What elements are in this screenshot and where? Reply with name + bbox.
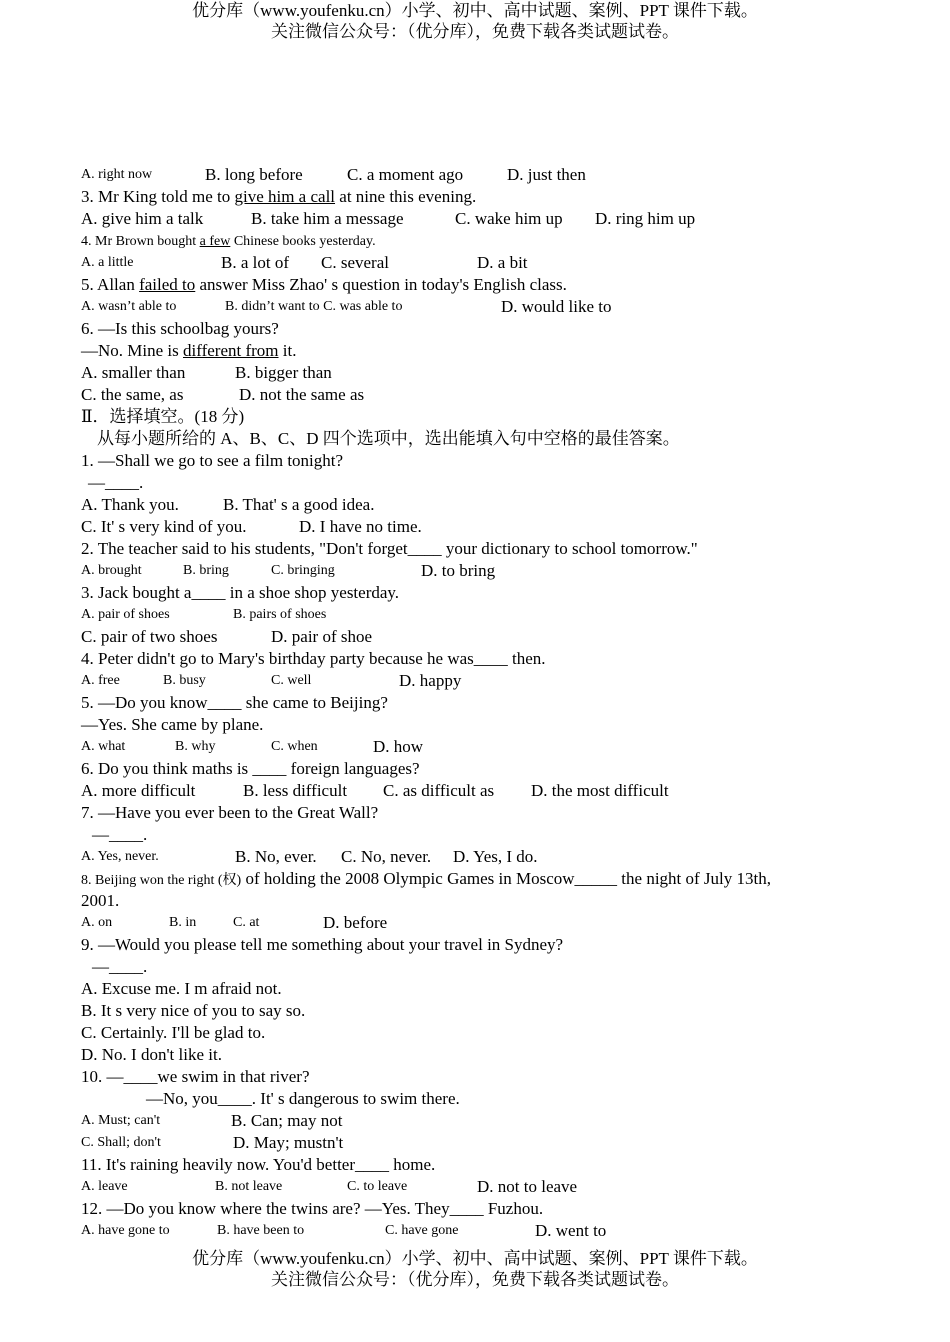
question-6-reply: —No. Mine is different from it. (81, 341, 297, 360)
option-c: C. pair of two shoes (81, 627, 218, 646)
option-c: C. Shall; don't (81, 1135, 161, 1150)
section-instruction: 从每小题所给的 A、B、C、D 四个选项中，选出能填入句中空格的最佳答案。 (97, 429, 680, 448)
header-line-2: 关注微信公众号：（优分库），免费下载各类试题试卷。 (271, 22, 679, 41)
option-d: D. how (373, 737, 424, 756)
option-a: A. pair of shoes (81, 607, 170, 622)
footer-line-1: 优分库（www.youfenku.cn）小学、初中、高中试题、案例、PPT 课件下载。 (192, 1249, 758, 1268)
option-a: A. Must; can't (81, 1113, 161, 1128)
option-d: D. pair of shoe (271, 627, 373, 646)
option-c: C. wake him up (455, 209, 563, 228)
option-a: A. right now (81, 167, 153, 182)
option-c: C. It' s very kind of you. (81, 517, 247, 536)
question-7-reply: —____. (92, 825, 148, 844)
q9-option-c: C. Certainly. I'll be glad to. (81, 1023, 266, 1042)
question-8-line-2: 2001. (81, 891, 120, 910)
option-d: D. the most difficult (531, 781, 669, 800)
option-d: D. May; mustn't (233, 1133, 344, 1152)
option-c: C. the same, as (81, 385, 184, 404)
option-b-c: B. didn’t want to C. was able to (225, 299, 403, 314)
option-a: A. more difficult (81, 781, 196, 800)
option-a: A. Thank you. (81, 495, 179, 514)
question-6: 6. Do you think maths is ____ foreign languages? (81, 759, 420, 778)
option-d: D. before (323, 913, 388, 932)
option-d: D. went to (535, 1221, 607, 1240)
option-d: D. ring him up (595, 209, 696, 228)
option-d: D. Yes, I do. (453, 847, 538, 866)
option-d: D. I have no time. (299, 517, 422, 536)
question-11: 11. It's raining heavily now. You'd better____ home. (81, 1155, 436, 1174)
question-7: 7. —Have you ever been to the Great Wall? (81, 803, 379, 822)
option-c: C. to leave (347, 1179, 408, 1194)
option-b: B. why (175, 739, 216, 754)
option-b: B. take him a message (251, 209, 404, 228)
option-a: A. a little (81, 255, 134, 270)
option-a: A. on (81, 915, 113, 930)
option-c: C. have gone (385, 1223, 459, 1238)
question-3: 3. Mr King told me to give him a call at nine this evening. (81, 187, 477, 206)
question-6: 6. —Is this schoolbag yours? (81, 319, 279, 338)
option-d: D. just then (507, 165, 586, 184)
option-c: C. bringing (271, 563, 335, 578)
option-b: B. That' s a good idea. (223, 495, 375, 514)
option-c: C. at (233, 915, 260, 930)
option-a: A. smaller than (81, 363, 186, 382)
option-d: D. a bit (477, 253, 528, 272)
question-2: 2. The teacher said to his students, "Don't forget____ your dictionary to school tomorrow." (81, 539, 698, 558)
question-4: 4. Peter didn't go to Mary's birthday party because he was____ then. (81, 649, 546, 668)
option-c: C. as difficult as (383, 781, 495, 800)
option-b: B. less difficult (243, 781, 348, 800)
option-d: D. not the same as (239, 385, 365, 404)
option-c: C. No, never. (341, 847, 432, 866)
q9-option-b: B. It s very nice of you to say so. (81, 1001, 306, 1020)
question-5: 5. Allan failed to answer Miss Zhao' s question in today's English class. (81, 275, 567, 294)
option-b: B. long before (205, 165, 303, 184)
question-12: 12. —Do you know where the twins are? —Yes. They____ Fuzhou. (81, 1199, 544, 1218)
q9-option-d: D. No. I don't like it. (81, 1045, 222, 1064)
option-c: C. several (321, 253, 389, 272)
option-b: B. in (169, 915, 197, 930)
option-c: C. well (271, 673, 312, 688)
option-d: D. would like to (501, 297, 612, 316)
question-3: 3. Jack bought a____ in a shoe shop yesterday. (81, 583, 400, 602)
question-9: 9. —Would you please tell me something about your travel in Sydney? (81, 935, 564, 954)
option-b: B. have been to (217, 1223, 305, 1238)
option-b: B. pairs of shoes (233, 607, 327, 622)
option-b: B. busy (163, 673, 206, 688)
question-9-reply: —____. (92, 957, 148, 976)
option-d: D. not to leave (477, 1177, 578, 1196)
option-a: A. give him a talk (81, 209, 204, 228)
option-a: A. have gone to (81, 1223, 170, 1238)
option-b: B. Can; may not (231, 1111, 343, 1130)
q9-option-a: A. Excuse me. I m afraid not. (81, 979, 282, 998)
footer-line-2: 关注微信公众号：（优分库），免费下载各类试题试卷。 (271, 1270, 679, 1289)
option-a: A. wasn’t able to (81, 299, 177, 314)
option-d: D. to bring (421, 561, 496, 580)
question-1-reply: —____. (88, 473, 144, 492)
option-d: D. happy (399, 671, 462, 690)
question-8: 8. Beijing won the right (权) of holding the 2008 Olympic Games in Moscow_____ the night of July 13th, (81, 869, 771, 888)
option-b: B. bigger than (235, 363, 332, 382)
question-4: 4. Mr Brown bought a few Chinese books yesterday. (81, 234, 376, 249)
question-10: 10. —____we swim in that river? (81, 1067, 310, 1086)
option-a: A. leave (81, 1179, 128, 1194)
option-c: C. when (271, 739, 318, 754)
question-5-reply: —Yes. She came by plane. (81, 715, 264, 734)
question-10-reply: —No, you____. It' s dangerous to swim there. (146, 1089, 460, 1108)
option-a: A. Yes, never. (81, 849, 159, 864)
option-b: B. a lot of (221, 253, 289, 272)
option-a: A. what (81, 739, 126, 754)
option-c: C. a moment ago (347, 165, 464, 184)
option-a: A. brought (81, 563, 142, 578)
option-b: B. not leave (215, 1179, 283, 1194)
section-title: Ⅱ．选择填空。(18 分) (81, 407, 245, 426)
option-b: B. bring (183, 563, 229, 578)
header-line-1: 优分库（www.youfenku.cn）小学、初中、高中试题、案例、PPT 课件下载。 (192, 1, 758, 20)
question-1: 1. —Shall we go to see a film tonight? (81, 451, 344, 470)
option-a: A. free (81, 673, 120, 688)
option-b: B. No, ever. (235, 847, 317, 866)
question-5: 5. —Do you know____ she came to Beijing? (81, 693, 388, 712)
